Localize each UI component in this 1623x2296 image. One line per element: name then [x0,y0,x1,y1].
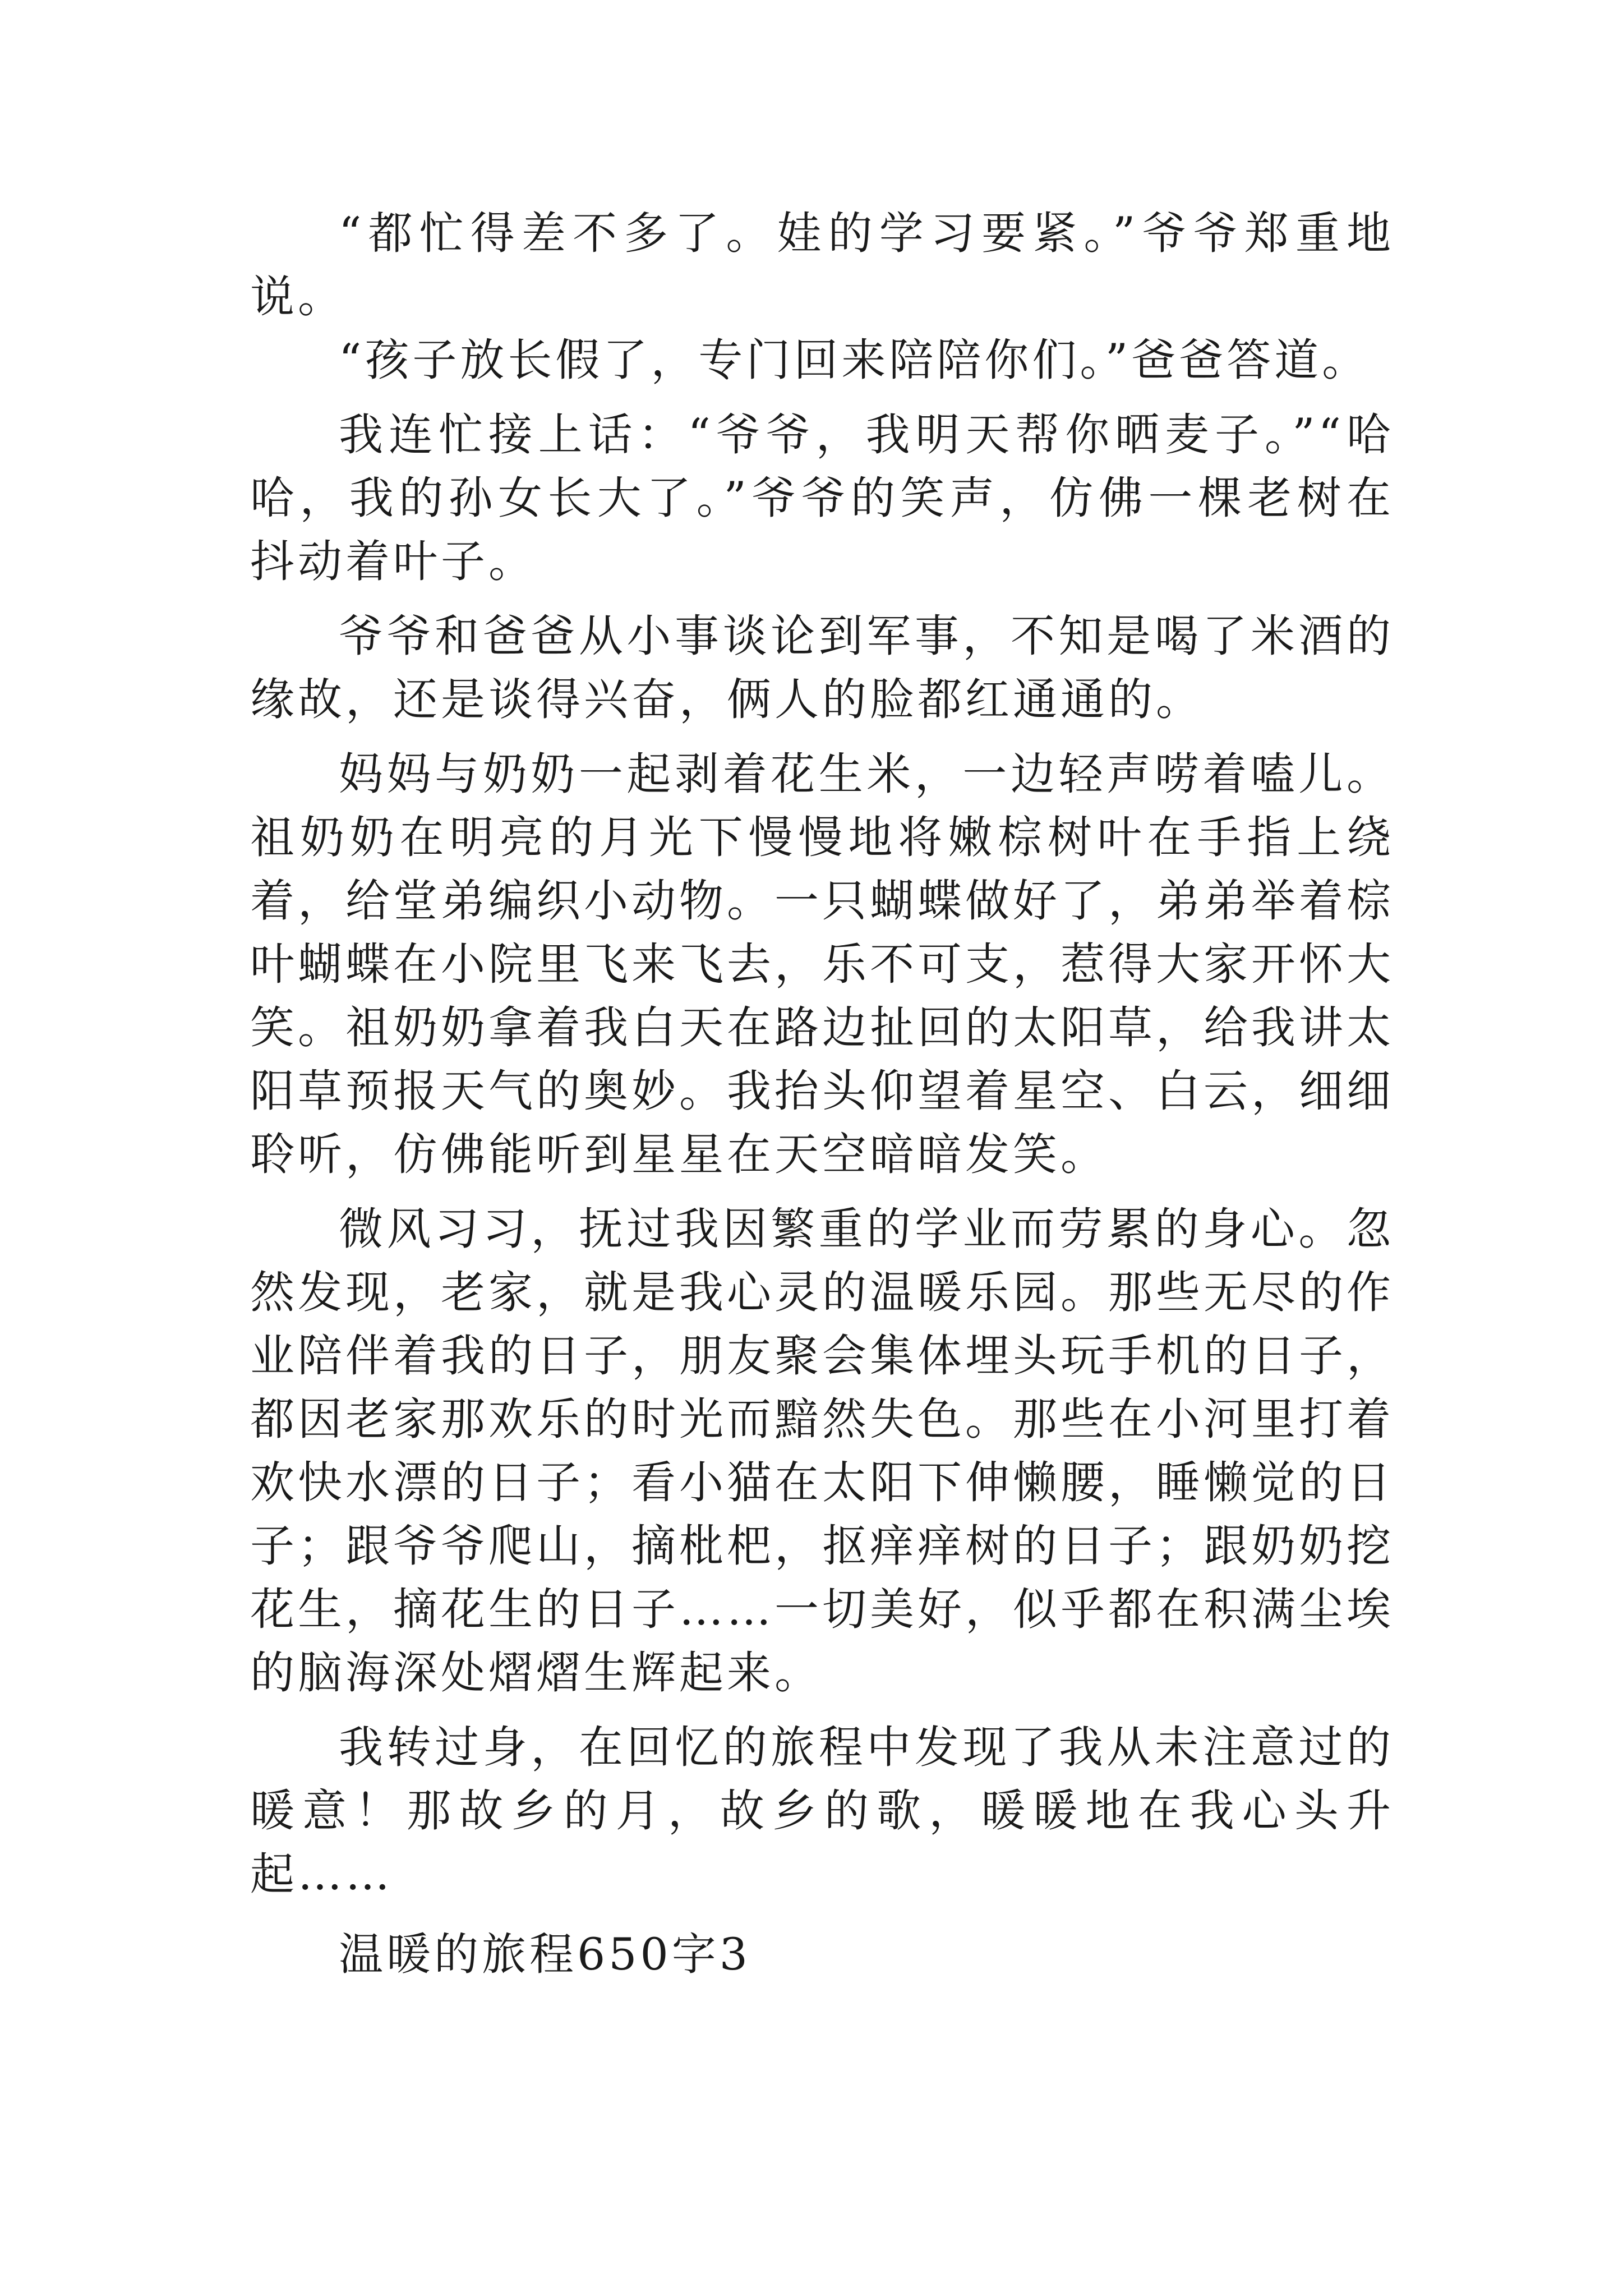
next-section-title: 温暖的旅程650字3 [339,1929,751,1980]
paragraph-6: 微风习习，抚过我因繁重的学业而劳累的身心。忽然发现，老家，就是我心灵的温暖乐园。那些无尽的作业陪伴着我的日子，朋友聚会集体埋头玩手机的日子，都因老家那欢乐的时光而黯然失色。那些在小河里打着欢快水漂的日子；看小猫在太阳下伸懒腰，睡懒觉的日子；跟爷爷爬山，摘枇杷，抠痒痒树的日子；跟奶奶挖花生，摘花生的日子……一切美好，似乎都在积满尘埃的脑海深处熠熠生辉起来。 [250,1203,1394,1699]
paragraph-3: 我连忙接上话：“爷爷，我明天帮你晒麦子。”“哈哈，我的孙女长大了。”爷爷的笑声，仿佛一棵老树在抖动着叶子。 [250,409,1394,587]
paragraph-2: “孩子放长假了，专门回来陪陪你们。”爸爸答道。 [339,334,1370,386]
paragraph-4: 爷爷和爸爸从小事谈论到军事，不知是喝了米酒的缘故，还是谈得兴奋，俩人的脸都红通通的。 [250,610,1394,725]
paragraph-1: “都忙得差不多了。娃的学习要紧。”爷爷郑重地说。 [250,208,1394,323]
paragraph-7: 我转过身，在回忆的旅程中发现了我从未注意过的暖意！那故乡的月，故乡的歌，暖暖地在我心头升起…… [250,1722,1394,1900]
paragraph-5: 妈妈与奶奶一起剥着花生米，一边轻声唠着嗑儿。祖奶奶在明亮的月光下慢慢地将嫩棕树叶在手指上绕着，给堂弟编织小动物。一只蝴蝶做好了，弟弟举着棕叶蝴蝶在小院里飞来飞去，乐不可支，惹得大家开怀大笑。祖奶奶拿着我白天在路边扯回的太阳草，给我讲太阳草预报天气的奥妙。我抬头仰望着星空、白云，细细聆听，仿佛能听到星星在天空暗暗发笑。 [250,748,1394,1180]
document-body [250,202,1394,1986]
